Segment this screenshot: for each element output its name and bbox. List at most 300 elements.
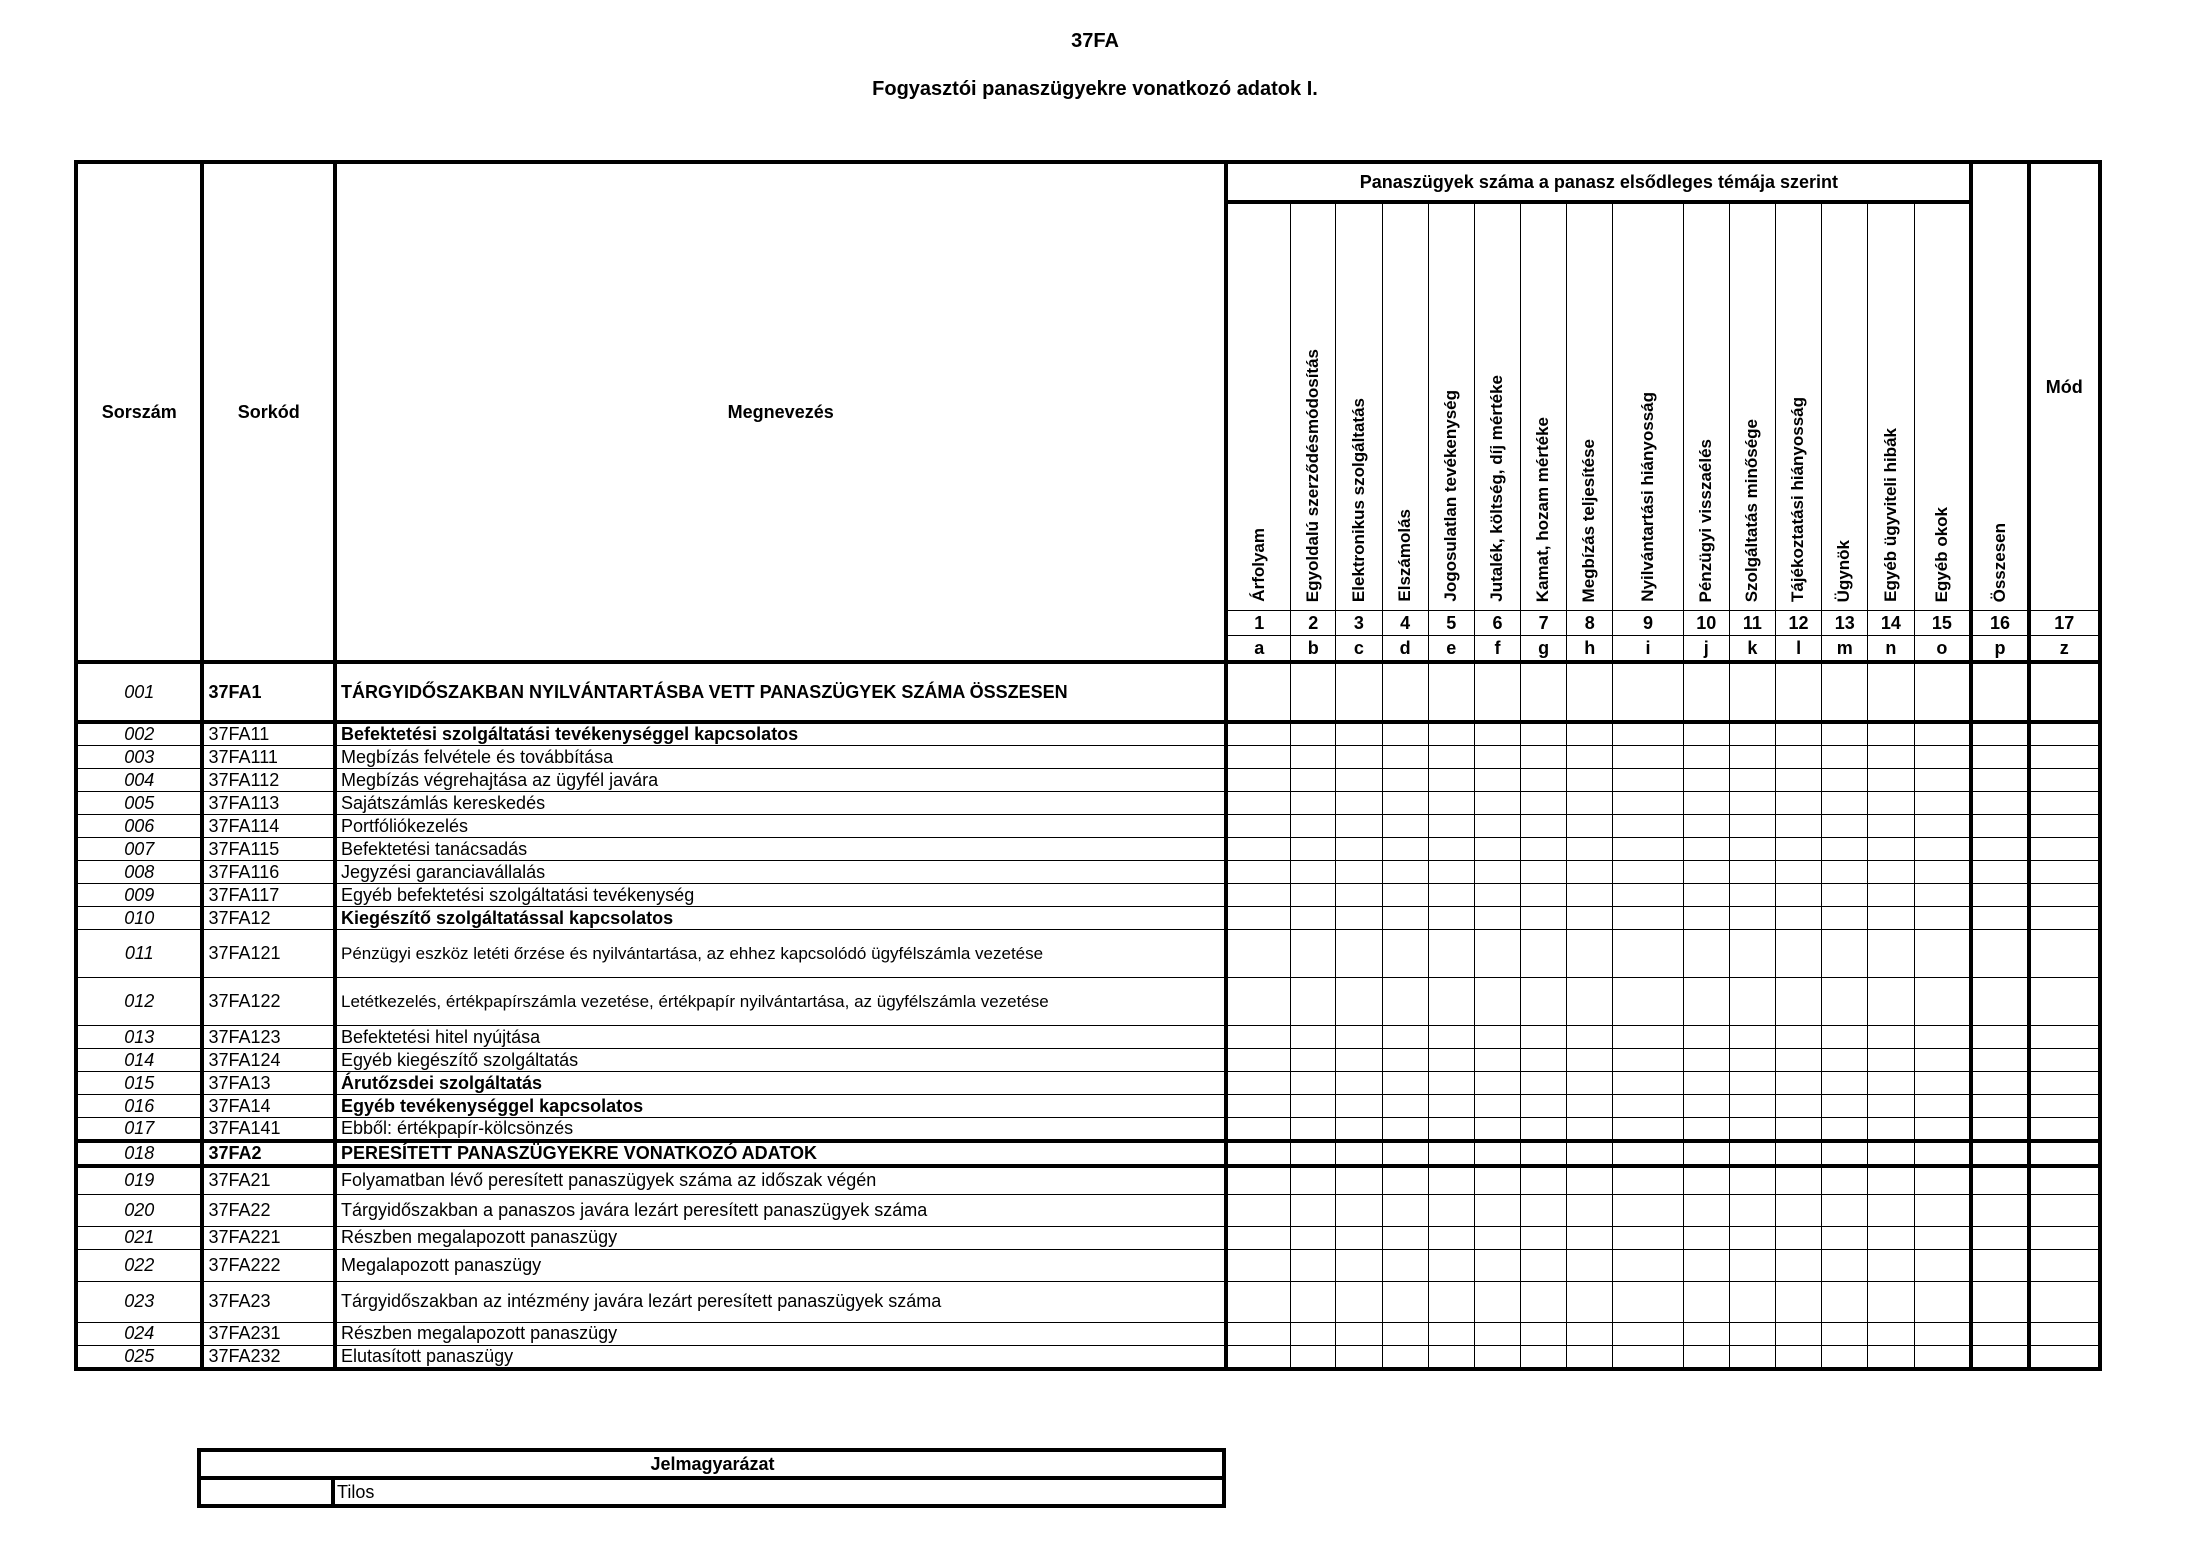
data-cell[interactable] — [1613, 1249, 1683, 1281]
data-cell[interactable] — [1382, 1281, 1428, 1322]
data-cell[interactable] — [1474, 1194, 1520, 1226]
data-cell[interactable] — [1822, 907, 1868, 930]
data-cell[interactable] — [1291, 1322, 1336, 1345]
data-cell[interactable] — [1428, 746, 1474, 769]
data-cell[interactable] — [1567, 1049, 1613, 1072]
data-cell[interactable] — [1382, 1095, 1428, 1118]
data-cell[interactable] — [1683, 1026, 1729, 1049]
data-cell[interactable] — [1613, 1194, 1683, 1226]
data-cell[interactable] — [1474, 815, 1520, 838]
data-cell[interactable] — [1914, 1141, 1971, 1166]
data-cell[interactable] — [1868, 1249, 1914, 1281]
data-cell[interactable] — [1914, 907, 1971, 930]
data-cell[interactable] — [1971, 838, 2028, 861]
data-cell[interactable] — [1474, 1226, 1520, 1249]
data-cell[interactable] — [1971, 1322, 2028, 1345]
data-cell[interactable] — [1291, 838, 1336, 861]
data-cell[interactable] — [1683, 838, 1729, 861]
data-cell[interactable] — [1382, 884, 1428, 907]
data-cell[interactable] — [1613, 792, 1683, 815]
data-cell[interactable] — [1428, 1095, 1474, 1118]
data-cell[interactable] — [1868, 1322, 1914, 1345]
data-cell[interactable] — [1336, 1322, 1382, 1345]
data-cell[interactable] — [1613, 1281, 1683, 1322]
data-cell[interactable] — [1613, 978, 1683, 1026]
data-cell[interactable] — [1291, 930, 1336, 978]
data-cell[interactable] — [1567, 1072, 1613, 1095]
data-cell[interactable] — [1613, 1118, 1683, 1142]
data-cell[interactable] — [2029, 662, 2100, 722]
data-cell[interactable] — [1521, 815, 1567, 838]
data-cell[interactable] — [1291, 815, 1336, 838]
data-cell[interactable] — [1683, 930, 1729, 978]
data-cell[interactable] — [1729, 1322, 1775, 1345]
data-cell[interactable] — [1474, 884, 1520, 907]
data-cell[interactable] — [1868, 1166, 1914, 1194]
data-cell[interactable] — [1336, 1118, 1382, 1142]
data-cell[interactable] — [1291, 1095, 1336, 1118]
data-cell[interactable] — [1382, 1226, 1428, 1249]
data-cell[interactable] — [1226, 746, 1290, 769]
data-cell[interactable] — [2029, 861, 2100, 884]
data-cell[interactable] — [1226, 1281, 1290, 1322]
data-cell[interactable] — [1775, 1194, 1821, 1226]
data-cell[interactable] — [1567, 1118, 1613, 1142]
data-cell[interactable] — [1822, 1194, 1868, 1226]
data-cell[interactable] — [1729, 884, 1775, 907]
data-cell[interactable] — [1914, 978, 1971, 1026]
data-cell[interactable] — [1521, 1194, 1567, 1226]
data-cell[interactable] — [1822, 1345, 1868, 1369]
data-cell[interactable] — [1683, 1072, 1729, 1095]
data-cell[interactable] — [1613, 1226, 1683, 1249]
data-cell[interactable] — [1428, 907, 1474, 930]
data-cell[interactable] — [1428, 930, 1474, 978]
data-cell[interactable] — [1822, 861, 1868, 884]
data-cell[interactable] — [1971, 1281, 2028, 1322]
data-cell[interactable] — [2029, 930, 2100, 978]
data-cell[interactable] — [1567, 1141, 1613, 1166]
data-cell[interactable] — [1521, 1095, 1567, 1118]
data-cell[interactable] — [1291, 1281, 1336, 1322]
data-cell[interactable] — [1729, 1194, 1775, 1226]
data-cell[interactable] — [1428, 1194, 1474, 1226]
data-cell[interactable] — [1336, 722, 1382, 746]
data-cell[interactable] — [1567, 662, 1613, 722]
data-cell[interactable] — [1683, 1049, 1729, 1072]
data-cell[interactable] — [1729, 1166, 1775, 1194]
data-cell[interactable] — [1382, 978, 1428, 1026]
data-cell[interactable] — [2029, 792, 2100, 815]
data-cell[interactable] — [1683, 1095, 1729, 1118]
data-cell[interactable] — [1822, 1322, 1868, 1345]
data-cell[interactable] — [2029, 1072, 2100, 1095]
data-cell[interactable] — [1729, 792, 1775, 815]
data-cell[interactable] — [1428, 861, 1474, 884]
data-cell[interactable] — [1428, 1166, 1474, 1194]
data-cell[interactable] — [1226, 1249, 1290, 1281]
data-cell[interactable] — [2029, 1166, 2100, 1194]
data-cell[interactable] — [1914, 1249, 1971, 1281]
data-cell[interactable] — [1971, 1095, 2028, 1118]
data-cell[interactable] — [1868, 884, 1914, 907]
data-cell[interactable] — [1822, 662, 1868, 722]
data-cell[interactable] — [1613, 884, 1683, 907]
data-cell[interactable] — [1775, 1226, 1821, 1249]
data-cell[interactable] — [1971, 1194, 2028, 1226]
data-cell[interactable] — [1822, 1049, 1868, 1072]
data-cell[interactable] — [1521, 838, 1567, 861]
data-cell[interactable] — [1428, 1226, 1474, 1249]
data-cell[interactable] — [1474, 1095, 1520, 1118]
data-cell[interactable] — [1914, 1322, 1971, 1345]
data-cell[interactable] — [1868, 1118, 1914, 1142]
data-cell[interactable] — [1822, 769, 1868, 792]
data-cell[interactable] — [1822, 1166, 1868, 1194]
data-cell[interactable] — [2029, 838, 2100, 861]
data-cell[interactable] — [1729, 1026, 1775, 1049]
data-cell[interactable] — [1613, 907, 1683, 930]
data-cell[interactable] — [1868, 1072, 1914, 1095]
data-cell[interactable] — [1613, 1141, 1683, 1166]
data-cell[interactable] — [1729, 1141, 1775, 1166]
data-cell[interactable] — [1567, 815, 1613, 838]
data-cell[interactable] — [1382, 1072, 1428, 1095]
data-cell[interactable] — [1226, 1322, 1290, 1345]
data-cell[interactable] — [1336, 884, 1382, 907]
data-cell[interactable] — [1382, 1118, 1428, 1142]
data-cell[interactable] — [1521, 1281, 1567, 1322]
data-cell[interactable] — [1521, 907, 1567, 930]
data-cell[interactable] — [1971, 1166, 2028, 1194]
data-cell[interactable] — [1382, 838, 1428, 861]
data-cell[interactable] — [1868, 1226, 1914, 1249]
data-cell[interactable] — [1613, 1166, 1683, 1194]
data-cell[interactable] — [1868, 1194, 1914, 1226]
data-cell[interactable] — [1775, 1166, 1821, 1194]
data-cell[interactable] — [1914, 1072, 1971, 1095]
data-cell[interactable] — [1382, 746, 1428, 769]
data-cell[interactable] — [1775, 1026, 1821, 1049]
data-cell[interactable] — [1971, 1226, 2028, 1249]
data-cell[interactable] — [1291, 861, 1336, 884]
data-cell[interactable] — [1613, 722, 1683, 746]
data-cell[interactable] — [1775, 815, 1821, 838]
data-cell[interactable] — [1868, 1026, 1914, 1049]
data-cell[interactable] — [1567, 1194, 1613, 1226]
data-cell[interactable] — [1336, 662, 1382, 722]
data-cell[interactable] — [1971, 907, 2028, 930]
data-cell[interactable] — [1822, 1118, 1868, 1142]
data-cell[interactable] — [1291, 746, 1336, 769]
data-cell[interactable] — [1521, 662, 1567, 722]
data-cell[interactable] — [1226, 1072, 1290, 1095]
data-cell[interactable] — [1428, 884, 1474, 907]
data-cell[interactable] — [1971, 978, 2028, 1026]
data-cell[interactable] — [1729, 722, 1775, 746]
data-cell[interactable] — [1775, 1249, 1821, 1281]
data-cell[interactable] — [1474, 1118, 1520, 1142]
data-cell[interactable] — [2029, 1095, 2100, 1118]
data-cell[interactable] — [1914, 1118, 1971, 1142]
data-cell[interactable] — [1474, 1281, 1520, 1322]
data-cell[interactable] — [1567, 1166, 1613, 1194]
data-cell[interactable] — [1775, 1072, 1821, 1095]
data-cell[interactable] — [1868, 1281, 1914, 1322]
data-cell[interactable] — [1336, 930, 1382, 978]
data-cell[interactable] — [1382, 769, 1428, 792]
data-cell[interactable] — [2029, 746, 2100, 769]
data-cell[interactable] — [1291, 978, 1336, 1026]
data-cell[interactable] — [1382, 1141, 1428, 1166]
data-cell[interactable] — [1729, 930, 1775, 978]
data-cell[interactable] — [1914, 1226, 1971, 1249]
data-cell[interactable] — [1567, 722, 1613, 746]
data-cell[interactable] — [1613, 1345, 1683, 1369]
data-cell[interactable] — [1868, 1141, 1914, 1166]
data-cell[interactable] — [1521, 1226, 1567, 1249]
data-cell[interactable] — [1729, 769, 1775, 792]
data-cell[interactable] — [1868, 792, 1914, 815]
data-cell[interactable] — [1914, 1345, 1971, 1369]
data-cell[interactable] — [1521, 884, 1567, 907]
data-cell[interactable] — [1521, 792, 1567, 815]
data-cell[interactable] — [1521, 978, 1567, 1026]
data-cell[interactable] — [1521, 1345, 1567, 1369]
data-cell[interactable] — [1521, 1072, 1567, 1095]
data-cell[interactable] — [1613, 769, 1683, 792]
data-cell[interactable] — [1971, 769, 2028, 792]
data-cell[interactable] — [1914, 1095, 1971, 1118]
data-cell[interactable] — [1336, 1166, 1382, 1194]
data-cell[interactable] — [1775, 930, 1821, 978]
data-cell[interactable] — [1971, 815, 2028, 838]
data-cell[interactable] — [1971, 884, 2028, 907]
data-cell[interactable] — [1729, 1249, 1775, 1281]
data-cell[interactable] — [1613, 746, 1683, 769]
data-cell[interactable] — [1336, 769, 1382, 792]
data-cell[interactable] — [1291, 1249, 1336, 1281]
data-cell[interactable] — [1868, 1345, 1914, 1369]
data-cell[interactable] — [1336, 1049, 1382, 1072]
data-cell[interactable] — [1521, 1141, 1567, 1166]
data-cell[interactable] — [1729, 662, 1775, 722]
data-cell[interactable] — [1914, 1049, 1971, 1072]
data-cell[interactable] — [1683, 1226, 1729, 1249]
data-cell[interactable] — [1428, 1118, 1474, 1142]
data-cell[interactable] — [1226, 1226, 1290, 1249]
data-cell[interactable] — [1914, 662, 1971, 722]
data-cell[interactable] — [1775, 907, 1821, 930]
data-cell[interactable] — [1226, 884, 1290, 907]
data-cell[interactable] — [1971, 1141, 2028, 1166]
data-cell[interactable] — [1336, 1194, 1382, 1226]
data-cell[interactable] — [1775, 1322, 1821, 1345]
data-cell[interactable] — [1428, 662, 1474, 722]
data-cell[interactable] — [1775, 1345, 1821, 1369]
data-cell[interactable] — [1971, 1072, 2028, 1095]
data-cell[interactable] — [1822, 722, 1868, 746]
data-cell[interactable] — [1822, 884, 1868, 907]
data-cell[interactable] — [1382, 861, 1428, 884]
data-cell[interactable] — [1291, 1072, 1336, 1095]
data-cell[interactable] — [1382, 722, 1428, 746]
data-cell[interactable] — [1683, 792, 1729, 815]
data-cell[interactable] — [1336, 861, 1382, 884]
data-cell[interactable] — [1291, 1026, 1336, 1049]
data-cell[interactable] — [1226, 1166, 1290, 1194]
data-cell[interactable] — [1567, 1345, 1613, 1369]
data-cell[interactable] — [1822, 978, 1868, 1026]
data-cell[interactable] — [1868, 978, 1914, 1026]
data-cell[interactable] — [1729, 746, 1775, 769]
data-cell[interactable] — [1971, 662, 2028, 722]
data-cell[interactable] — [1474, 1166, 1520, 1194]
data-cell[interactable] — [1521, 1322, 1567, 1345]
data-cell[interactable] — [1226, 861, 1290, 884]
data-cell[interactable] — [1226, 722, 1290, 746]
data-cell[interactable] — [1729, 1345, 1775, 1369]
data-cell[interactable] — [1775, 662, 1821, 722]
data-cell[interactable] — [1521, 769, 1567, 792]
data-cell[interactable] — [1521, 746, 1567, 769]
data-cell[interactable] — [1428, 722, 1474, 746]
data-cell[interactable] — [1683, 861, 1729, 884]
data-cell[interactable] — [1683, 1249, 1729, 1281]
data-cell[interactable] — [1729, 1072, 1775, 1095]
data-cell[interactable] — [1729, 1281, 1775, 1322]
data-cell[interactable] — [1683, 1166, 1729, 1194]
data-cell[interactable] — [1683, 1194, 1729, 1226]
data-cell[interactable] — [1336, 1249, 1382, 1281]
data-cell[interactable] — [1567, 978, 1613, 1026]
data-cell[interactable] — [1914, 769, 1971, 792]
data-cell[interactable] — [1729, 907, 1775, 930]
data-cell[interactable] — [1474, 1345, 1520, 1369]
data-cell[interactable] — [1382, 815, 1428, 838]
data-cell[interactable] — [1291, 769, 1336, 792]
data-cell[interactable] — [1226, 769, 1290, 792]
data-cell[interactable] — [1336, 1141, 1382, 1166]
data-cell[interactable] — [1729, 1226, 1775, 1249]
data-cell[interactable] — [1226, 907, 1290, 930]
data-cell[interactable] — [1567, 884, 1613, 907]
data-cell[interactable] — [1775, 978, 1821, 1026]
data-cell[interactable] — [1291, 1141, 1336, 1166]
data-cell[interactable] — [1567, 930, 1613, 978]
data-cell[interactable] — [1428, 1072, 1474, 1095]
data-cell[interactable] — [1567, 1226, 1613, 1249]
data-cell[interactable] — [1775, 792, 1821, 815]
data-cell[interactable] — [1474, 907, 1520, 930]
data-cell[interactable] — [1729, 815, 1775, 838]
data-cell[interactable] — [1914, 861, 1971, 884]
data-cell[interactable] — [1382, 1345, 1428, 1369]
data-cell[interactable] — [1822, 1026, 1868, 1049]
data-cell[interactable] — [1775, 1095, 1821, 1118]
data-cell[interactable] — [1868, 769, 1914, 792]
data-cell[interactable] — [1336, 1226, 1382, 1249]
data-cell[interactable] — [1775, 884, 1821, 907]
data-cell[interactable] — [1775, 769, 1821, 792]
data-cell[interactable] — [1226, 1194, 1290, 1226]
data-cell[interactable] — [1428, 1281, 1474, 1322]
data-cell[interactable] — [1382, 1166, 1428, 1194]
data-cell[interactable] — [1775, 746, 1821, 769]
data-cell[interactable] — [1822, 1249, 1868, 1281]
data-cell[interactable] — [2029, 884, 2100, 907]
data-cell[interactable] — [1729, 861, 1775, 884]
data-cell[interactable] — [1613, 1049, 1683, 1072]
data-cell[interactable] — [1822, 815, 1868, 838]
data-cell[interactable] — [1775, 1118, 1821, 1142]
data-cell[interactable] — [1521, 1049, 1567, 1072]
data-cell[interactable] — [1971, 1118, 2028, 1142]
data-cell[interactable] — [1868, 861, 1914, 884]
data-cell[interactable] — [2029, 1141, 2100, 1166]
data-cell[interactable] — [1291, 1194, 1336, 1226]
data-cell[interactable] — [1613, 815, 1683, 838]
data-cell[interactable] — [1428, 1249, 1474, 1281]
data-cell[interactable] — [2029, 1026, 2100, 1049]
data-cell[interactable] — [1914, 746, 1971, 769]
data-cell[interactable] — [1336, 907, 1382, 930]
data-cell[interactable] — [1291, 1118, 1336, 1142]
data-cell[interactable] — [1336, 792, 1382, 815]
data-cell[interactable] — [1474, 861, 1520, 884]
data-cell[interactable] — [1868, 1049, 1914, 1072]
data-cell[interactable] — [2029, 1194, 2100, 1226]
data-cell[interactable] — [1683, 1118, 1729, 1142]
data-cell[interactable] — [1567, 1026, 1613, 1049]
data-cell[interactable] — [1521, 861, 1567, 884]
data-cell[interactable] — [1226, 838, 1290, 861]
data-cell[interactable] — [1474, 978, 1520, 1026]
data-cell[interactable] — [1567, 907, 1613, 930]
data-cell[interactable] — [1613, 838, 1683, 861]
data-cell[interactable] — [1428, 1049, 1474, 1072]
data-cell[interactable] — [1291, 1166, 1336, 1194]
data-cell[interactable] — [1914, 1166, 1971, 1194]
data-cell[interactable] — [1914, 838, 1971, 861]
data-cell[interactable] — [2029, 1226, 2100, 1249]
data-cell[interactable] — [1971, 746, 2028, 769]
data-cell[interactable] — [1775, 722, 1821, 746]
data-cell[interactable] — [1521, 722, 1567, 746]
data-cell[interactable] — [1683, 746, 1729, 769]
data-cell[interactable] — [1683, 815, 1729, 838]
data-cell[interactable] — [1336, 1072, 1382, 1095]
data-cell[interactable] — [1914, 792, 1971, 815]
data-cell[interactable] — [1775, 861, 1821, 884]
data-cell[interactable] — [1428, 1345, 1474, 1369]
data-cell[interactable] — [1291, 1345, 1336, 1369]
data-cell[interactable] — [1613, 930, 1683, 978]
data-cell[interactable] — [1971, 1345, 2028, 1369]
data-cell[interactable] — [1729, 978, 1775, 1026]
data-cell[interactable] — [1474, 1322, 1520, 1345]
data-cell[interactable] — [1521, 1026, 1567, 1049]
data-cell[interactable] — [1567, 1322, 1613, 1345]
data-cell[interactable] — [1474, 1049, 1520, 1072]
data-cell[interactable] — [1613, 861, 1683, 884]
data-cell[interactable] — [1226, 1026, 1290, 1049]
data-cell[interactable] — [1474, 1141, 1520, 1166]
data-cell[interactable] — [1914, 722, 1971, 746]
data-cell[interactable] — [1683, 978, 1729, 1026]
data-cell[interactable] — [1428, 838, 1474, 861]
data-cell[interactable] — [1729, 1095, 1775, 1118]
